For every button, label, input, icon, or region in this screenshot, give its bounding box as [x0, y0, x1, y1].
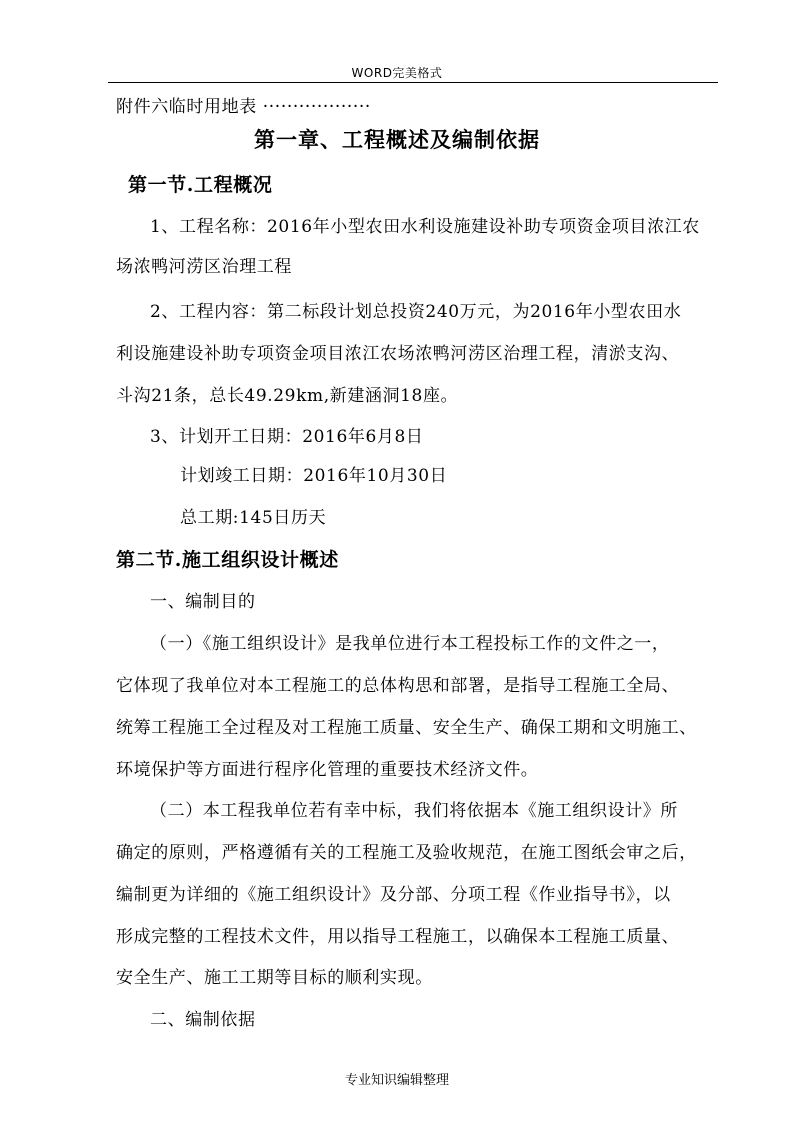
section-2-title: 第二节.施工组织设计概述 — [116, 549, 339, 571]
paragraph-line: 统筹工程施工全过程及对工程施工质量、安全生产、确保工期和文明施工、 — [116, 718, 697, 738]
paragraph-line: 计划竣工日期：2016年10月30日 — [180, 466, 448, 486]
subheading-purpose: 一、编制目的 — [150, 592, 256, 612]
paragraph-line: 环境保护等方面进行程序化管理的重要技术经济文件。 — [116, 760, 539, 780]
paragraph-line: 1、工程名称：2016年小型农田水利设施建设补助专项资金项目浓江农 — [150, 217, 700, 237]
paragraph-line: 总工期:145日历天 — [180, 508, 327, 528]
paragraph-line: 编制更为详细的《施工组织设计》及分部、分项工程《作业指导书》，以 — [116, 885, 671, 905]
chapter-title: 第一章、工程概述及编制依据 — [254, 127, 540, 152]
paragraph-line: （二）本工程我单位若有幸中标，我们将依据本《施工组织设计》所 — [150, 801, 678, 821]
paragraph-line: 利设施建设补助专项资金项目浓江农场浓鸭河涝区治理工程，清淤支沟、 — [116, 344, 680, 364]
section-1-title: 第一节.工程概况 — [128, 174, 273, 196]
paragraph-line: 斗沟21条，总长49.29km,新建涵洞18座。 — [116, 386, 459, 406]
paragraph-line: 2、工程内容：第二标段计划总投资240万元，为2016年小型农田水 — [150, 302, 682, 322]
paragraph-line: 形成完整的工程技术文件，用以指导工程施工，以确保本工程施工质量、 — [116, 927, 680, 947]
page-header-label: WORD完美格式 — [351, 66, 443, 80]
paragraph-line: （一）《施工组织设计》是我单位进行本工程投标工作的文件之一， — [150, 634, 670, 654]
page-footer-label: 专业知识编辑整理 — [344, 1073, 449, 1088]
subheading-basis: 二、编制依据 — [150, 1010, 256, 1030]
paragraph-line: 确定的原则，严格遵循有关的工程施工及验收规范，在施工图纸会审之后， — [116, 843, 697, 863]
paragraph-line: 场浓鸭河涝区治理工程 — [116, 257, 292, 277]
header-divider — [108, 82, 718, 83]
toc-line-appendix-6: 附件六临时用地表 ·················· — [116, 97, 371, 117]
paragraph-line: 3、计划开工日期：2016年6月8日 — [150, 427, 424, 447]
paragraph-line: 安全生产、施工工期等目标的顺利实现。 — [116, 968, 433, 988]
paragraph-line: 它体现了我单位对本工程施工的总体构思和部署，是指导工程施工全局、 — [116, 676, 680, 696]
